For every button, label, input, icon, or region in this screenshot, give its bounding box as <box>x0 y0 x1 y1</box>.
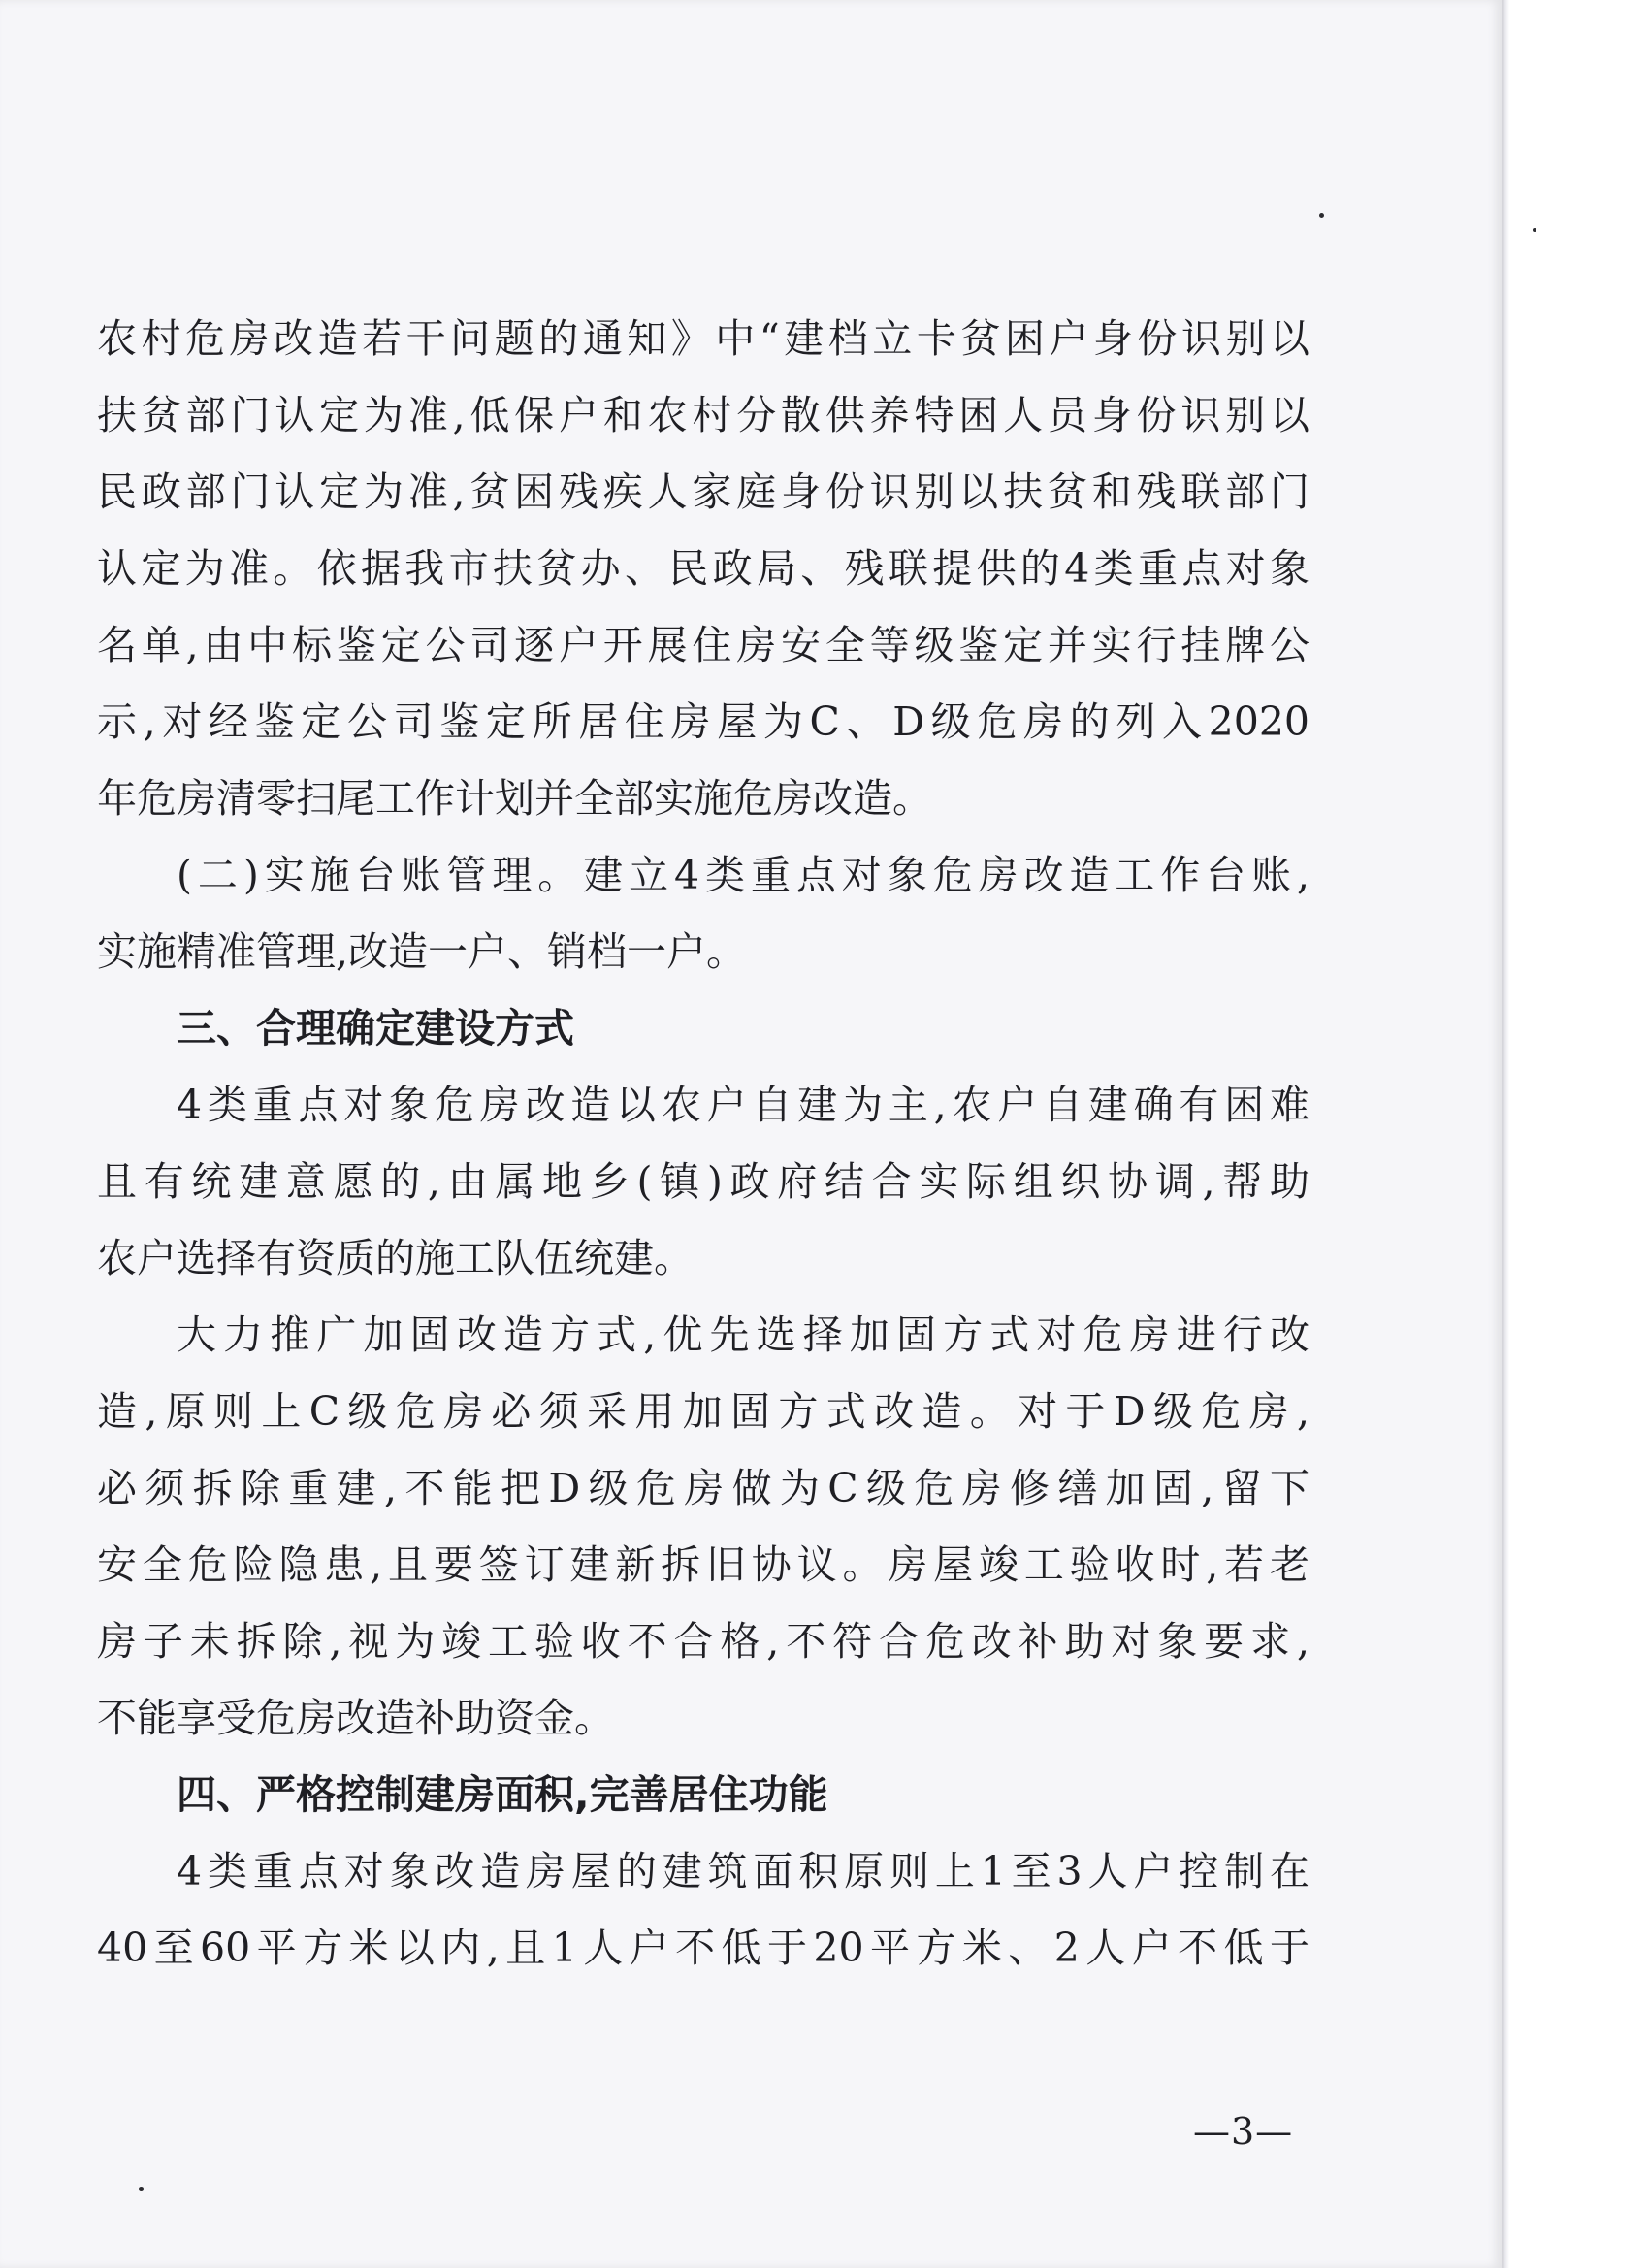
paragraph-line: 认定为准。依据我市扶贫办、民政局、残联提供的4类重点对象 <box>97 545 1310 592</box>
paragraph-line: 名单,由中标鉴定公司逐户开展住房安全等级鉴定并实行挂牌公 <box>97 622 1310 668</box>
paragraph-line: 4类重点对象危房改造以农户自建为主,农户自建确有困难 <box>177 1082 1310 1128</box>
paragraph-line: 安全危险隐患,且要签订建新拆旧协议。房屋竣工验收时,若老 <box>97 1541 1310 1588</box>
paragraph-line: 大力推广加固改造方式,优先选择加固方式对危房进行改 <box>177 1312 1310 1358</box>
paragraph-line: 造,原则上C级危房必须采用加固方式改造。对于D级危房, <box>97 1388 1310 1435</box>
scan-speck <box>1319 213 1324 218</box>
document-body <box>97 301 1310 1987</box>
paragraph-line: 农村危房改造若干问题的通知》中“建档立卡贫困户身份识别以 <box>97 315 1310 362</box>
section-heading: 三、合理确定建设方式 <box>177 1005 574 1052</box>
paragraph-line: 年危房清零扫尾工作计划并全部实施危房改造。 <box>97 775 932 822</box>
paragraph-line: 扶贫部门认定为准,低保户和农村分散供养特困人员身份识别以 <box>97 392 1310 438</box>
paragraph-line: 必须拆除重建,不能把D级危房做为C级危房修缮加固,留下 <box>97 1465 1310 1511</box>
page-number: —3— <box>1193 2110 1294 2153</box>
paragraph-line: 民政部门认定为准,贫困残疾人家庭身份识别以扶贫和残联部门 <box>97 469 1310 515</box>
scan-speck <box>1533 228 1536 232</box>
paragraph-line: 农户选择有资质的施工队伍统建。 <box>97 1235 694 1281</box>
paragraph-line: 房子未拆除,视为竣工验收不合格,不符合危改补助对象要求, <box>97 1618 1310 1665</box>
scan-speck <box>139 2187 144 2191</box>
paragraph-line: 40至60平方米以内,且1人户不低于20平方米、2人户不低于 <box>97 1925 1310 1971</box>
paragraph-line: 4类重点对象改造房屋的建筑面积原则上1至3人户控制在 <box>177 1848 1310 1895</box>
section-heading: 四、严格控制建房面积,完善居住功能 <box>177 1771 828 1818</box>
paragraph-line: 不能享受危房改造补助资金。 <box>97 1695 614 1741</box>
paragraph-line: 实施精准管理,改造一户、销档一户。 <box>97 928 747 975</box>
paragraph-line: (二)实施台账管理。建立4类重点对象危房改造工作台账, <box>177 852 1310 898</box>
page-edge-shadow <box>1502 0 1509 2268</box>
paragraph-line: 示,对经鉴定公司鉴定所居住房屋为C、D级危房的列入2020 <box>97 698 1310 745</box>
paragraph-line: 且有统建意愿的,由属地乡(镇)政府结合实际组织协调,帮助 <box>97 1158 1310 1205</box>
